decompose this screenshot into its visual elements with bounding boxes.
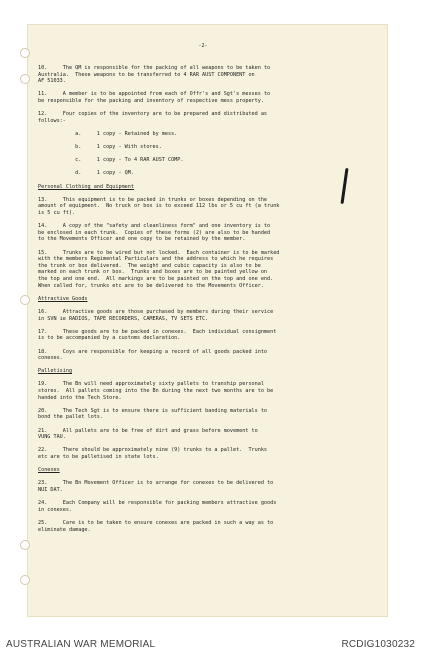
document-line bbox=[38, 85, 378, 92]
document-line: be enclosed in each trunk. Copies of these forms (2) are also to be handed bbox=[38, 229, 271, 236]
document-line: handed into the Tech Store. bbox=[38, 394, 122, 401]
document-line: stores. All pallets coming into the Bn during the next two months are to be bbox=[38, 388, 274, 395]
document-line bbox=[38, 124, 378, 131]
punch-hole bbox=[20, 74, 30, 84]
document-line: Palletising bbox=[38, 368, 73, 375]
document-line bbox=[38, 164, 378, 171]
document-line: etc are to be palletised in state lots. bbox=[38, 454, 159, 460]
document-line: Attractive Goods bbox=[38, 295, 88, 302]
document-line: 17. These goods are to be packed in conexes. Each individual consignment bbox=[38, 328, 277, 335]
document-line bbox=[38, 190, 378, 197]
footer bbox=[0, 636, 421, 654]
document-line: the trunk or box delivered. The weight and cubic capacity is also to be bbox=[38, 262, 261, 269]
document-line: 14. A copy of the "safety and cleanliness form" and one inventory is to bbox=[38, 223, 271, 230]
document-line: 16. Attractive goods are those purchased by members during their service bbox=[38, 308, 274, 315]
document-line: eliminate damage. bbox=[38, 526, 91, 533]
document-line: 12. Four copies of the inventory are to be prepared and distributed as bbox=[38, 111, 268, 118]
document-line bbox=[38, 302, 378, 309]
document-line: 13. This equipment is to be packed in trunks or boxes depending on the bbox=[38, 196, 268, 203]
document-line: 15. Trunks are to be wired but not locked. Each container is to be marked bbox=[38, 249, 280, 256]
document-line: c. 1 copy - To 4 RAR AUST COMP. bbox=[38, 157, 184, 164]
document-line: bond the pallet lots. bbox=[38, 414, 103, 421]
document-line: in conexes. bbox=[38, 506, 73, 513]
punch-hole bbox=[20, 48, 30, 58]
document-line: AF 51033. bbox=[38, 78, 66, 85]
document-line bbox=[38, 322, 378, 329]
document-line: Australia. These weapons to be transferred to 4 RAR AUST COMPONENT on bbox=[38, 71, 255, 78]
document-line: to the Movements Officer and one copy to be retained by the member. bbox=[38, 236, 246, 243]
page-number: -2- bbox=[198, 43, 208, 50]
document-line bbox=[38, 177, 378, 184]
document-line: be responsible for the packing and inventory of respective mess property. bbox=[38, 97, 264, 104]
document-line: 24. Each Company will be responsible for packing members attractive goods bbox=[38, 500, 277, 507]
document-line: 20. The Tech Sgt is to ensure there is sufficient banding materials to bbox=[38, 407, 268, 414]
document-line: amount of equipment. No truck or box is to exceed 112 lbs or 5 cu ft (a trunk bbox=[38, 203, 280, 210]
punch-hole bbox=[20, 295, 30, 305]
document-line: 11. A member is to be appointed from each of Offr's and Sgt's messes to bbox=[38, 91, 271, 98]
punch-hole bbox=[20, 540, 30, 550]
document-line: follows:- bbox=[38, 117, 66, 124]
document-line bbox=[38, 441, 378, 448]
document-line bbox=[38, 342, 378, 349]
document-line: d. 1 copy - QM. bbox=[38, 170, 134, 177]
document-line bbox=[38, 151, 378, 158]
document-line bbox=[38, 138, 378, 145]
document-line bbox=[38, 474, 378, 481]
document-line: 25. Care is to be taken to ensure conexes are packed in such a way as to bbox=[38, 519, 274, 526]
document-line bbox=[38, 375, 378, 382]
document-line: 21. All pallets are to be free of dirt and grass before movement to bbox=[38, 427, 258, 434]
footer-source: AUSTRALIAN WAR MEMORIAL bbox=[6, 639, 156, 650]
document-line: conexes. bbox=[38, 355, 63, 362]
footer-reference: RCDIG1030232 bbox=[341, 639, 415, 650]
document-line: 23. The Bn Movement Officer is to arrange for conexes to be delivered to bbox=[38, 480, 274, 487]
document-line bbox=[38, 243, 378, 250]
document-line: 18. Coys are responsible for keeping a record of all goods packed into bbox=[38, 348, 268, 355]
document-line: NUI DAT. bbox=[38, 486, 63, 493]
document-line: with the members Regimental Particulars and the address to which he requires bbox=[38, 256, 274, 263]
document-line bbox=[38, 217, 378, 224]
document-line: is 5 cu ft). bbox=[38, 210, 76, 217]
document-line bbox=[38, 513, 378, 520]
document-line: is to be accompanied by a customs declaration. bbox=[38, 335, 181, 342]
document-line: b. 1 copy - With stores. bbox=[38, 144, 162, 151]
document-line bbox=[38, 461, 378, 468]
document-line: VUNG TAU. bbox=[38, 434, 66, 441]
document-line: marked on each trunk or box. Trunks and boxes are to be painted yellow on bbox=[38, 269, 268, 276]
punch-hole bbox=[20, 575, 30, 585]
document-line: When called for, trunks etc are to be delivered to the Movements Officer. bbox=[38, 282, 264, 289]
document-line: 22. There should be approximately nine (9) trunks to a pallet. Trunks bbox=[38, 447, 268, 454]
document-line: 19. The Bn will need approximately sixty pallets to tranship personal bbox=[38, 381, 264, 388]
document-line: 10. The QM is responsible for the packing of all weapons to be taken to bbox=[38, 64, 271, 71]
document-line: a. 1 copy - Retained by mess. bbox=[38, 130, 178, 137]
document-line: Personal Clothing and Equipment bbox=[38, 183, 134, 190]
document-line: Conexes bbox=[38, 467, 60, 474]
document-line bbox=[38, 401, 378, 408]
document-line bbox=[38, 289, 378, 296]
document-text bbox=[38, 30, 378, 546]
document-line bbox=[38, 421, 378, 428]
document-line bbox=[38, 362, 378, 369]
document-line bbox=[38, 105, 378, 112]
document-line bbox=[38, 494, 378, 501]
document-line: the top and one end. All markings are to be painted on the top and one end. bbox=[38, 275, 274, 282]
document-line: in SVN ie RADIOS, TAPE RECORDERS, CAMERAS, TV SETS ETC. bbox=[38, 315, 209, 322]
document-body bbox=[38, 65, 378, 533]
